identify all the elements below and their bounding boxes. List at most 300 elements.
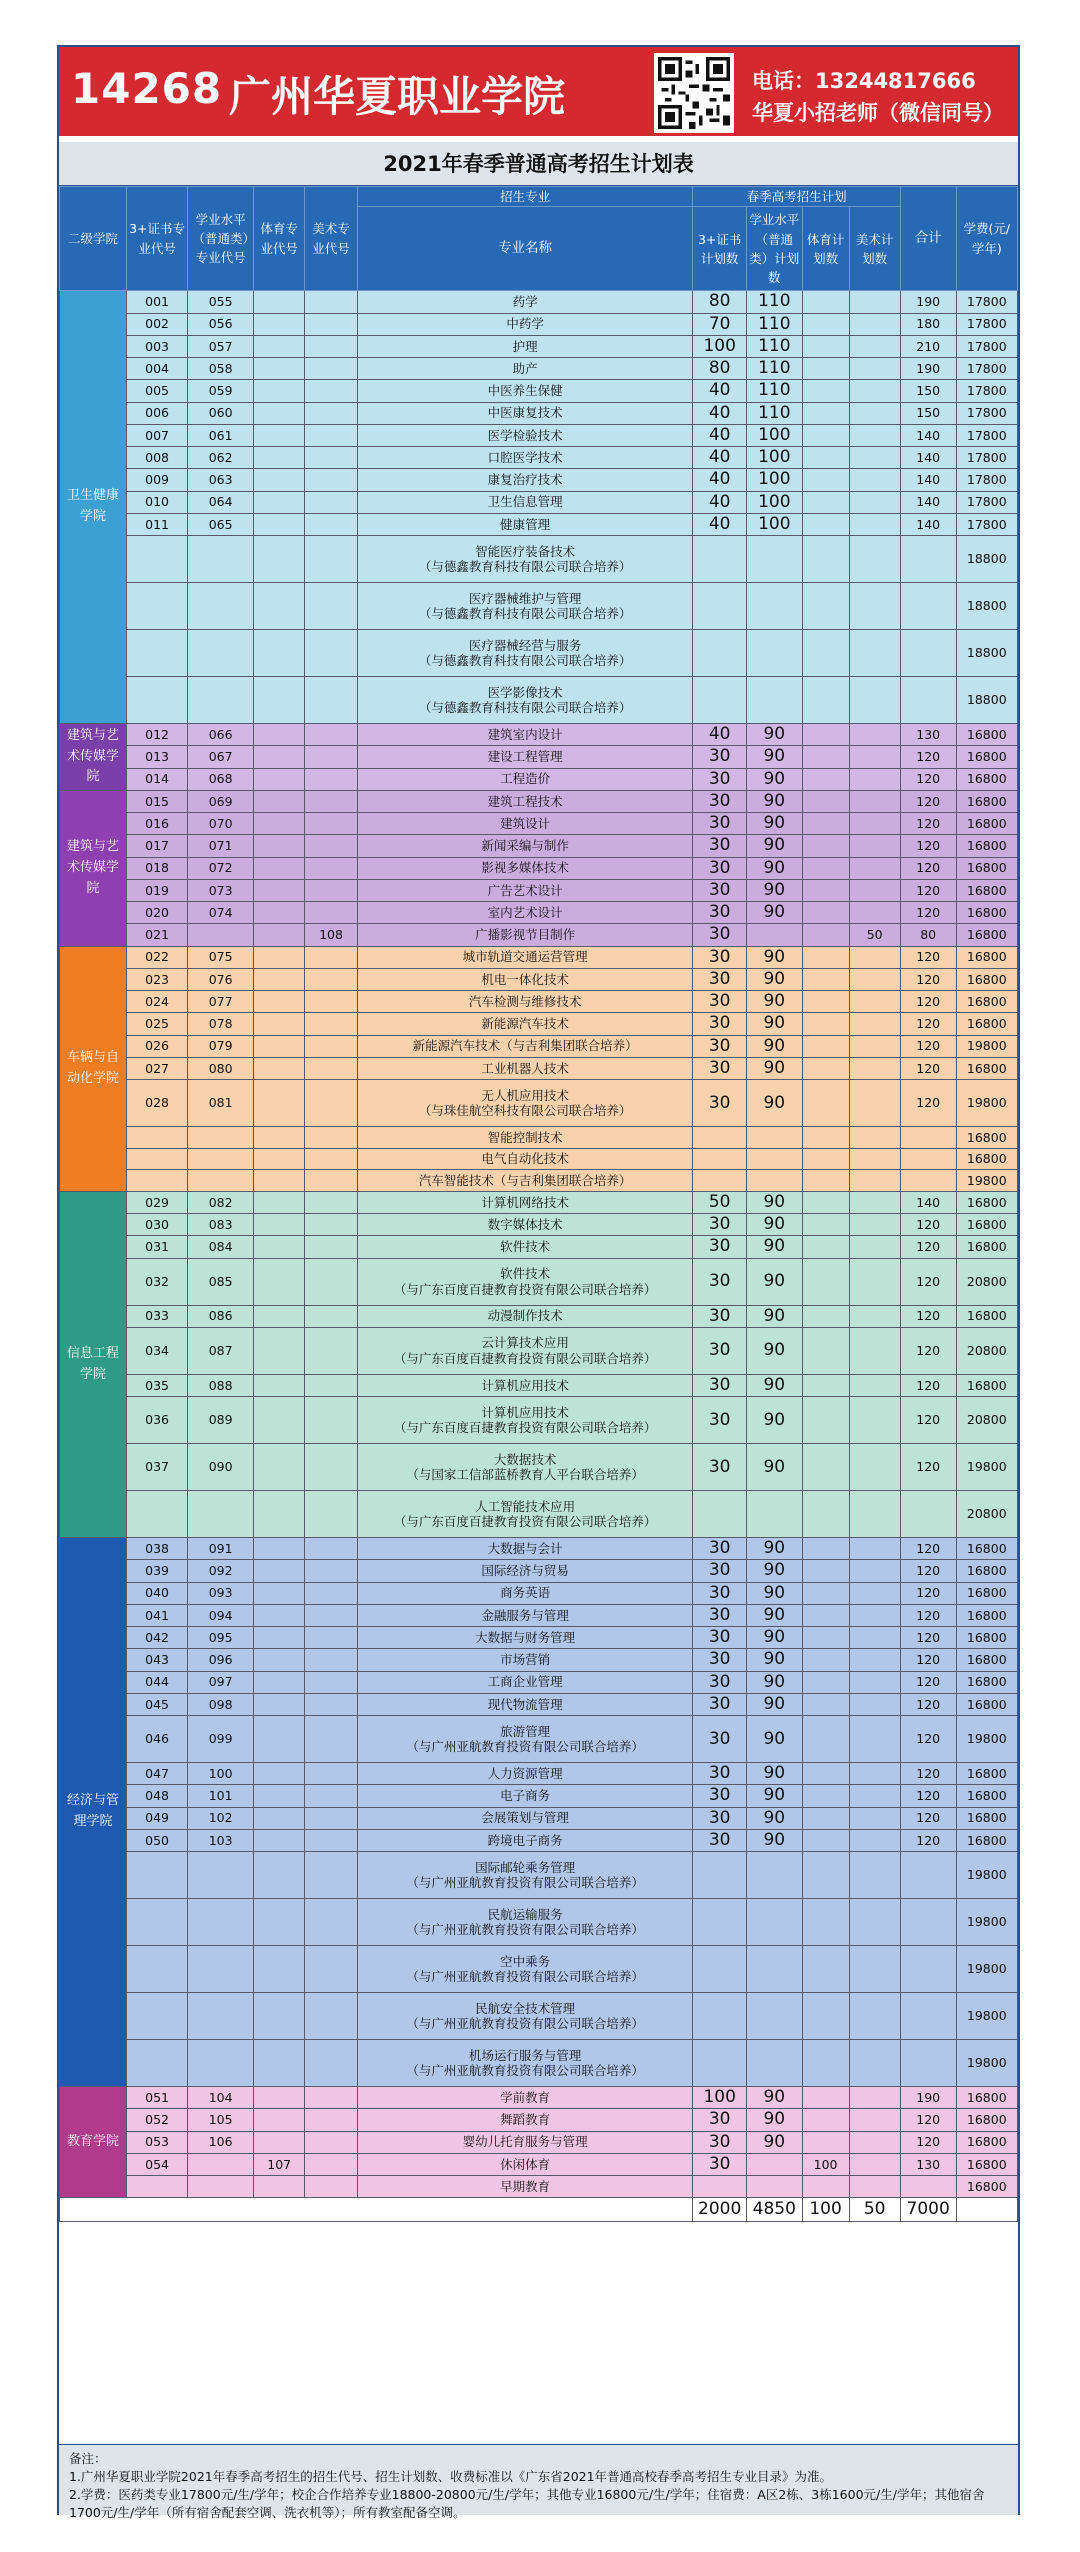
total-cell: 140 <box>900 1191 956 1213</box>
code-sports-cell <box>254 991 305 1013</box>
code-academic-cell <box>188 1852 254 1899</box>
plan-art-cell <box>849 402 900 424</box>
tuition-cell: 16800 <box>956 1538 1017 1560</box>
code-sports-cell <box>254 1127 305 1149</box>
code-3plus-cell: 011 <box>126 513 187 535</box>
code-art-cell <box>305 1649 357 1671</box>
major-name-cell <box>357 1807 693 1829</box>
total-cell: 120 <box>900 1785 956 1807</box>
plan-art-cell <box>849 1946 900 1993</box>
code-sports-cell <box>254 358 305 380</box>
tuition-cell: 16800 <box>956 2176 1017 2198</box>
table-row <box>60 677 1018 724</box>
code-sports-cell <box>254 291 305 313</box>
code-art-cell <box>305 1191 357 1213</box>
totals-label <box>60 2197 693 2221</box>
total-cell: 130 <box>900 724 956 746</box>
total-tuition <box>956 2197 1017 2221</box>
total-cell: 120 <box>900 1829 956 1851</box>
plan-sports-cell <box>802 1148 849 1170</box>
total-cell: 120 <box>900 1374 956 1396</box>
code-art-cell: 108 <box>305 924 357 946</box>
code-academic-cell: 059 <box>188 380 254 402</box>
plan-sports-cell <box>802 946 849 968</box>
table-row <box>60 1852 1018 1899</box>
major-name: 健康管理 <box>500 516 551 532</box>
major-name: 电子商务 <box>500 1788 551 1804</box>
plan-sports-cell <box>802 1693 849 1715</box>
plan-academic-cell: 110 <box>746 335 802 357</box>
table-row <box>60 1214 1018 1236</box>
code-art-cell <box>305 902 357 924</box>
code-academic-cell: 099 <box>188 1716 254 1763</box>
plan-sports-cell <box>802 1582 849 1604</box>
table-row <box>60 313 1018 335</box>
code-3plus-cell: 039 <box>126 1560 187 1582</box>
plan-sports-cell <box>802 835 849 857</box>
plan-art-cell <box>849 2040 900 2087</box>
plan-sports-cell <box>802 1035 849 1057</box>
plan-3plus-cell: 30 <box>693 1327 747 1374</box>
code-sports-cell <box>254 968 305 990</box>
table-row <box>60 1148 1018 1170</box>
total-cell <box>900 1946 956 1993</box>
code-academic-cell: 055 <box>188 291 254 313</box>
plan-academic-cell: 90 <box>746 1374 802 1396</box>
plan-3plus-cell: 30 <box>693 1236 747 1258</box>
plan-sports-cell <box>802 1671 849 1693</box>
code-3plus-cell: 024 <box>126 991 187 1013</box>
code-3plus-cell <box>126 1170 187 1192</box>
plan-art-cell <box>849 630 900 677</box>
major-name-cell <box>357 1035 693 1057</box>
code-3plus-cell: 002 <box>126 313 187 335</box>
total-cell: 120 <box>900 1258 956 1305</box>
table-row <box>60 1899 1018 1946</box>
plan-art-cell <box>849 991 900 1013</box>
code-3plus-cell: 014 <box>126 768 187 790</box>
major-name-cell <box>357 1582 693 1604</box>
tuition-cell: 16800 <box>956 1013 1017 1035</box>
code-art-cell <box>305 1080 357 1127</box>
major-name-cell <box>357 1946 693 1993</box>
plan-sports-cell <box>802 1807 849 1829</box>
plan-academic-cell: 90 <box>746 1785 802 1807</box>
plan-art-cell <box>849 1491 900 1538</box>
plan-academic-cell <box>746 1127 802 1149</box>
plan-3plus-cell: 30 <box>693 2131 747 2153</box>
total-cell: 120 <box>900 2109 956 2131</box>
code-academic-cell: 066 <box>188 724 254 746</box>
major-name-cell <box>357 1538 693 1560</box>
code-sports-cell <box>254 2176 305 2198</box>
total-cell: 120 <box>900 1035 956 1057</box>
table-row <box>60 1258 1018 1305</box>
plan-academic-cell: 90 <box>746 1763 802 1785</box>
table-row <box>60 857 1018 879</box>
plan-sports-cell <box>802 1538 849 1560</box>
total-cell: 120 <box>900 1305 956 1327</box>
major-name-cell <box>357 1191 693 1213</box>
plan-sports-cell <box>802 2040 849 2087</box>
plan-academic-cell: 90 <box>746 1716 802 1763</box>
code-sports-cell <box>254 335 305 357</box>
plan-art-cell <box>849 1693 900 1715</box>
plan-academic-cell: 90 <box>746 724 802 746</box>
plan-sports-cell <box>802 1993 849 2040</box>
plan-art-cell <box>849 1374 900 1396</box>
tuition-cell: 16800 <box>956 1649 1017 1671</box>
totals-row <box>60 2197 1018 2221</box>
plan-art-cell <box>849 1127 900 1149</box>
code-3plus-cell: 005 <box>126 380 187 402</box>
major-name: 民航安全技术管理 <box>475 2000 576 2016</box>
total-cell: 140 <box>900 447 956 469</box>
major-name: 助产 <box>512 360 538 376</box>
plan-3plus-cell: 30 <box>693 902 747 924</box>
major-name-cell <box>357 1444 693 1491</box>
major-partner-note: （与广州亚航教育投资有限公司联合培养） <box>406 2016 644 2032</box>
table-row <box>60 1560 1018 1582</box>
code-3plus-cell: 001 <box>126 291 187 313</box>
major-name-cell <box>357 1763 693 1785</box>
code-3plus-cell: 036 <box>126 1397 187 1444</box>
tuition-cell: 16800 <box>956 1127 1017 1149</box>
major-name: 计算机应用技术 <box>481 1404 569 1420</box>
code-academic-cell <box>188 924 254 946</box>
plan-sports-cell <box>802 2087 849 2109</box>
code-academic-cell <box>188 1899 254 1946</box>
code-academic-cell <box>188 1993 254 2040</box>
code-sports-cell <box>254 1374 305 1396</box>
tuition-cell: 17800 <box>956 358 1017 380</box>
table-row <box>60 424 1018 446</box>
code-art-cell <box>305 2040 357 2087</box>
code-academic-cell: 087 <box>188 1327 254 1374</box>
plan-3plus-cell: 30 <box>693 1604 747 1626</box>
plan-art-cell <box>849 1852 900 1899</box>
qr-code-icon <box>654 53 734 133</box>
tuition-cell: 18800 <box>956 583 1017 630</box>
plan-art-cell <box>849 513 900 535</box>
plan-art-cell <box>849 2131 900 2153</box>
table-row <box>60 924 1018 946</box>
table-row <box>60 813 1018 835</box>
code-academic-cell: 062 <box>188 447 254 469</box>
major-name-cell <box>357 469 693 491</box>
plan-3plus-cell: 100 <box>693 335 747 357</box>
plan-sports-cell <box>802 1444 849 1491</box>
tuition-cell: 16800 <box>956 1627 1017 1649</box>
code-academic-cell: 061 <box>188 424 254 446</box>
code-sports-cell <box>254 1327 305 1374</box>
major-name-cell <box>357 724 693 746</box>
total-cell: 140 <box>900 491 956 513</box>
major-name: 现代物流管理 <box>487 1696 563 1712</box>
major-name-cell <box>357 2109 693 2131</box>
code-art-cell <box>305 1829 357 1851</box>
tuition-cell: 19800 <box>956 1993 1017 2040</box>
code-art-cell <box>305 630 357 677</box>
total-cell: 140 <box>900 469 956 491</box>
total-cell: 120 <box>900 1560 956 1582</box>
table-row <box>60 2109 1018 2131</box>
tuition-cell: 16800 <box>956 1604 1017 1626</box>
code-sports-cell <box>254 813 305 835</box>
total-cell: 120 <box>900 1807 956 1829</box>
code-art-cell <box>305 335 357 357</box>
plan-academic-cell: 90 <box>746 1671 802 1693</box>
major-name: 药学 <box>512 294 538 310</box>
total-all: 7000 <box>900 2197 956 2221</box>
code-sports-cell <box>254 902 305 924</box>
code-art-cell <box>305 1148 357 1170</box>
total-cell: 120 <box>900 1327 956 1374</box>
major-name: 卫生信息管理 <box>487 494 563 510</box>
table-row <box>60 1946 1018 1993</box>
plan-art-cell <box>849 335 900 357</box>
code-sports-cell <box>254 946 305 968</box>
major-name-cell <box>357 2176 693 2198</box>
plan-art-cell <box>849 424 900 446</box>
plan-sports-cell <box>802 677 849 724</box>
total-cell: 210 <box>900 335 956 357</box>
plan-art-cell <box>849 1035 900 1057</box>
code-art-cell <box>305 1444 357 1491</box>
plan-academic-cell: 90 <box>746 813 802 835</box>
table-row <box>60 1993 1018 2040</box>
plan-academic-cell: 90 <box>746 1444 802 1491</box>
tuition-cell: 17800 <box>956 313 1017 335</box>
code-3plus-cell: 053 <box>126 2131 187 2153</box>
table-row <box>60 1582 1018 1604</box>
total-cell: 120 <box>900 790 956 812</box>
table-row <box>60 1491 1018 1538</box>
tuition-cell: 16800 <box>956 902 1017 924</box>
plan-3plus-cell: 40 <box>693 513 747 535</box>
major-name: 建筑工程技术 <box>487 793 563 809</box>
plan-art-cell <box>849 2153 900 2175</box>
major-name-cell <box>357 1374 693 1396</box>
table-row <box>60 1604 1018 1626</box>
major-name: 工程造价 <box>500 771 551 787</box>
code-art-cell <box>305 1057 357 1079</box>
code-sports-cell <box>254 746 305 768</box>
plan-academic-cell: 90 <box>746 2109 802 2131</box>
tuition-cell: 18800 <box>956 630 1017 677</box>
code-art-cell <box>305 424 357 446</box>
plan-art-cell <box>849 1214 900 1236</box>
major-name-cell <box>357 1671 693 1693</box>
code-academic-cell <box>188 1170 254 1192</box>
plan-sports-cell <box>802 879 849 901</box>
plan-sports-cell <box>802 1649 849 1671</box>
poster-header <box>59 47 1018 139</box>
code-3plus-cell: 020 <box>126 902 187 924</box>
plan-3plus-cell: 30 <box>693 1538 747 1560</box>
code-art-cell <box>305 790 357 812</box>
major-partner-note: （与广东百度百捷教育投资有限公司联合培养） <box>393 1281 657 1297</box>
plan-sports-cell <box>802 630 849 677</box>
col-major-group: 招生专业 <box>357 187 693 207</box>
code-sports-cell <box>254 724 305 746</box>
code-art-cell <box>305 746 357 768</box>
table-row <box>60 1807 1018 1829</box>
plan-art-cell <box>849 1148 900 1170</box>
code-academic-cell: 057 <box>188 335 254 357</box>
code-3plus-cell: 017 <box>126 835 187 857</box>
major-name: 大数据与财务管理 <box>475 1629 576 1645</box>
plan-3plus-cell: 30 <box>693 1763 747 1785</box>
code-3plus-cell: 010 <box>126 491 187 513</box>
code-art-cell <box>305 1716 357 1763</box>
plan-academic-cell: 90 <box>746 879 802 901</box>
total-cell <box>900 630 956 677</box>
major-name-cell <box>357 424 693 446</box>
plan-sports-cell <box>802 1829 849 1851</box>
plan-art-cell <box>849 1236 900 1258</box>
plan-academic-cell <box>746 630 802 677</box>
code-sports-cell <box>254 1214 305 1236</box>
plan-academic-cell: 110 <box>746 402 802 424</box>
plan-art-cell <box>849 1627 900 1649</box>
notes <box>59 2444 1018 2521</box>
major-partner-note: （与德鑫教育科技有限公司联合培养） <box>418 653 632 669</box>
plan-sports-cell <box>802 991 849 1013</box>
plan-academic-cell: 90 <box>746 1013 802 1035</box>
code-sports-cell <box>254 857 305 879</box>
total-sports: 100 <box>802 2197 849 2221</box>
col-code-art: 美术专业代号 <box>305 187 357 291</box>
code-sports-cell <box>254 1491 305 1538</box>
code-3plus-cell <box>126 677 187 724</box>
code-3plus-cell: 052 <box>126 2109 187 2131</box>
plan-3plus-cell: 30 <box>693 1305 747 1327</box>
total-cell: 120 <box>900 1538 956 1560</box>
code-academic-cell: 076 <box>188 968 254 990</box>
tuition-cell: 16800 <box>956 768 1017 790</box>
plan-academic-cell: 90 <box>746 1582 802 1604</box>
code-3plus-cell: 045 <box>126 1693 187 1715</box>
code-3plus-cell: 021 <box>126 924 187 946</box>
total-cell <box>900 2176 956 2198</box>
code-art-cell <box>305 1127 357 1149</box>
total-cell: 130 <box>900 2153 956 2175</box>
plan-sports-cell <box>802 1258 849 1305</box>
code-sports-cell <box>254 313 305 335</box>
total-cell: 120 <box>900 857 956 879</box>
code-3plus-cell: 012 <box>126 724 187 746</box>
major-name-cell <box>357 2131 693 2153</box>
col-total: 合计 <box>900 187 956 291</box>
code-sports-cell <box>254 1829 305 1851</box>
major-name: 影视多媒体技术 <box>481 860 569 876</box>
code-academic-cell <box>188 1491 254 1538</box>
code-academic-cell <box>188 583 254 630</box>
code-art-cell <box>305 447 357 469</box>
tuition-cell: 16800 <box>956 1214 1017 1236</box>
major-name-cell <box>357 1127 693 1149</box>
total-cell: 120 <box>900 1444 956 1491</box>
code-art-cell <box>305 313 357 335</box>
code-academic-cell: 080 <box>188 1057 254 1079</box>
code-academic-cell: 063 <box>188 469 254 491</box>
plan-art-cell <box>849 583 900 630</box>
plan-art-cell <box>849 469 900 491</box>
plan-3plus-cell: 30 <box>693 768 747 790</box>
major-partner-note: （与德鑫教育科技有限公司联合培养） <box>418 606 632 622</box>
total-cell <box>900 536 956 583</box>
total-cell: 120 <box>900 1236 956 1258</box>
code-academic-cell: 077 <box>188 991 254 1013</box>
tuition-cell: 19800 <box>956 1716 1017 1763</box>
code-art-cell <box>305 1946 357 1993</box>
plan-art-cell: 50 <box>849 924 900 946</box>
plan-3plus-cell <box>693 1170 747 1192</box>
plan-academic-cell <box>746 2176 802 2198</box>
plan-art-cell <box>849 1604 900 1626</box>
code-3plus-cell: 040 <box>126 1582 187 1604</box>
plan-sports-cell <box>802 424 849 446</box>
major-name: 医学影像技术 <box>487 684 563 700</box>
tuition-cell: 16800 <box>956 2109 1017 2131</box>
code-3plus-cell: 050 <box>126 1829 187 1851</box>
plan-sports-cell <box>802 291 849 313</box>
major-name-cell <box>357 1013 693 1035</box>
plan-3plus-cell: 40 <box>693 380 747 402</box>
table-row <box>60 1829 1018 1851</box>
plan-art-cell <box>849 968 900 990</box>
major-name: 康复治疗技术 <box>487 472 563 488</box>
code-academic-cell: 088 <box>188 1374 254 1396</box>
plan-sports-cell <box>802 513 849 535</box>
plan-art-cell <box>849 1993 900 2040</box>
plan-sports-cell <box>802 536 849 583</box>
major-name-cell <box>357 1852 693 1899</box>
plan-academic-cell: 90 <box>746 1057 802 1079</box>
code-academic-cell: 058 <box>188 358 254 380</box>
plan-academic-cell: 90 <box>746 1649 802 1671</box>
plan-sports-cell <box>802 813 849 835</box>
major-name: 空中乘务 <box>500 1953 551 1969</box>
code-sports-cell <box>254 1013 305 1035</box>
plan-3plus-cell: 30 <box>693 1693 747 1715</box>
major-name-cell <box>357 1649 693 1671</box>
code-sports-cell <box>254 1649 305 1671</box>
major-name-cell <box>357 1899 693 1946</box>
tuition-cell: 19800 <box>956 2040 1017 2087</box>
code-3plus-cell: 044 <box>126 1671 187 1693</box>
total-cell <box>900 1170 956 1192</box>
table-row <box>60 1080 1018 1127</box>
plan-3plus-cell: 30 <box>693 1649 747 1671</box>
total-cell: 120 <box>900 968 956 990</box>
code-art-cell <box>305 583 357 630</box>
plan-academic-cell: 100 <box>746 469 802 491</box>
major-name: 大数据技术 <box>493 1451 557 1467</box>
tuition-cell: 17800 <box>956 402 1017 424</box>
tuition-cell: 19800 <box>956 1080 1017 1127</box>
plan-art-cell <box>849 790 900 812</box>
code-sports-cell <box>254 447 305 469</box>
major-name-cell <box>357 991 693 1013</box>
table-row <box>60 335 1018 357</box>
plan-3plus-cell: 30 <box>693 746 747 768</box>
code-sports-cell <box>254 1627 305 1649</box>
major-name-cell <box>357 1080 693 1127</box>
plan-art-cell <box>849 1397 900 1444</box>
code-sports-cell <box>254 1807 305 1829</box>
